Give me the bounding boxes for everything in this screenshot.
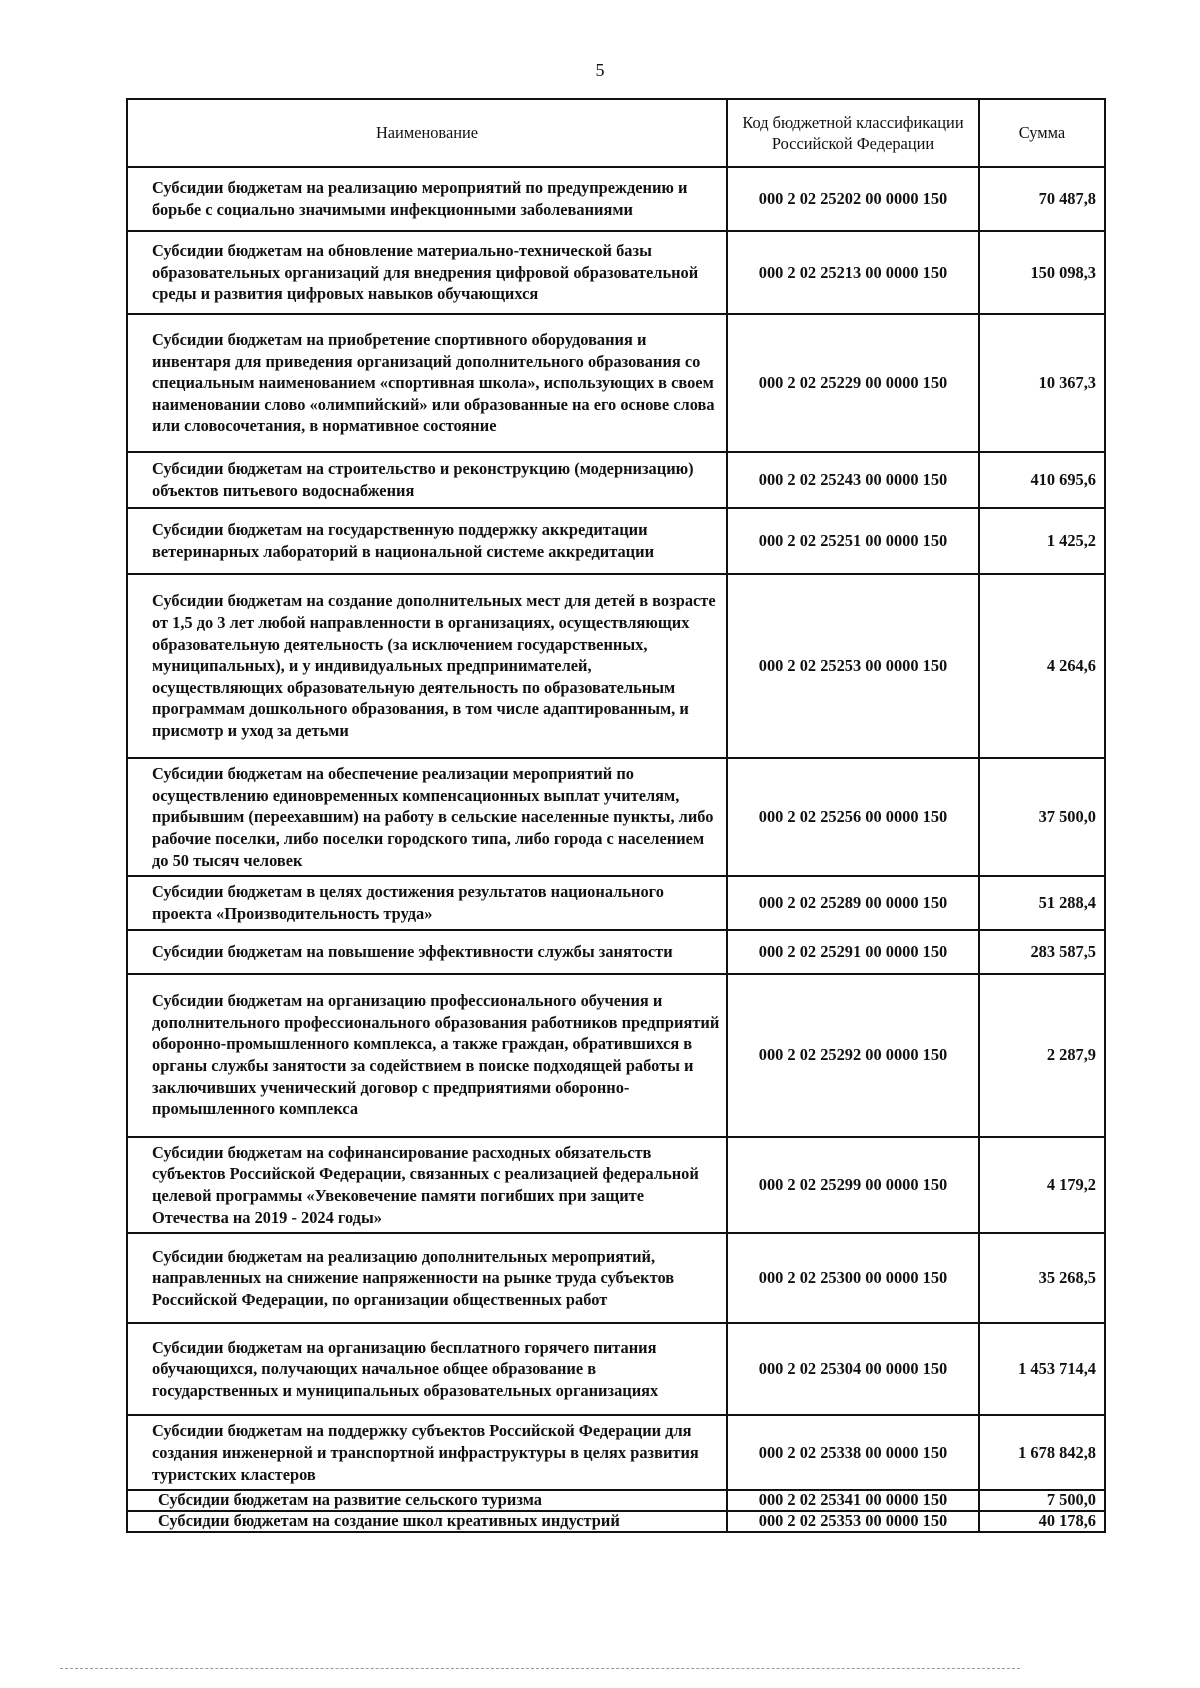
row-sum: 150 098,3 xyxy=(979,231,1105,314)
row-name: Субсидии бюджетам на реализацию мероприятий по предупреждению и борьбе с социально значимыми инфекционными заболеваниями xyxy=(127,167,727,231)
row-name: Субсидии бюджетам на поддержку субъектов Российской Федерации для создания инженерной и транспортной инфраструктуры в целях развития туристских кластеров xyxy=(127,1415,727,1490)
row-sum: 1 453 714,4 xyxy=(979,1323,1105,1415)
table-row xyxy=(127,314,1105,452)
row-name: Субсидии бюджетам на приобретение спортивного оборудования и инвентаря для приведения организаций дополнительного образования со специальным наименованием «спортивная школа», использующих в своем наименовании слово «олимпийский» или образованные на его основе слова или словосочетания, в нормативное состояние xyxy=(127,314,727,452)
row-name: Субсидии бюджетам на реализацию дополнительных мероприятий, направленных на снижение напряженности на рынке труда субъектов Российской Федерации, по организации общественных работ xyxy=(127,1233,727,1323)
row-sum: 4 179,2 xyxy=(979,1137,1105,1234)
row-sum: 10 367,3 xyxy=(979,314,1105,452)
page-number: 5 xyxy=(595,60,605,80)
row-sum: 2 287,9 xyxy=(979,974,1105,1137)
table-header xyxy=(127,99,1105,167)
header-name: Наименование xyxy=(127,99,727,167)
row-sum: 7 500,0 xyxy=(979,1490,1105,1511)
row-sum: 1 678 842,8 xyxy=(979,1415,1105,1490)
row-sum: 1 425,2 xyxy=(979,508,1105,574)
row-name: Субсидии бюджетам на государственную поддержку аккредитации ветеринарных лабораторий в национальной системе аккредитации xyxy=(127,508,727,574)
row-name: Субсидии бюджетам на обновление материально-технической базы образовательных организаций для внедрения цифровой образовательной среды и развития цифровых навыков обучающихся xyxy=(127,231,727,314)
row-code: 000 2 02 25299 00 0000 150 xyxy=(727,1137,979,1234)
row-name: Субсидии бюджетам на строительство и реконструкцию (модернизацию) объектов питьевого водоснабжения xyxy=(127,452,727,508)
table-row xyxy=(127,876,1105,929)
row-name: Субсидии бюджетам на создание дополнительных мест для детей в возрасте от 1,5 до 3 лет любой направленности в организациях, осуществляющих образовательную деятельность (за исключением государственных, муниципальных), и у индивидуальных предпринимателей, осуществляющих образовательную деятельность по образовательным программам дошкольного образования, в том числе адаптированным, и присмотр и уход за детьми xyxy=(127,574,727,758)
table-row xyxy=(127,930,1105,974)
row-code: 000 2 02 25213 00 0000 150 xyxy=(727,231,979,314)
row-code: 000 2 02 25202 00 0000 150 xyxy=(727,167,979,231)
row-sum: 40 178,6 xyxy=(979,1511,1105,1532)
scan-edge-line xyxy=(60,1668,1020,1670)
row-code: 000 2 02 25300 00 0000 150 xyxy=(727,1233,979,1323)
row-code: 000 2 02 25243 00 0000 150 xyxy=(727,452,979,508)
row-sum: 51 288,4 xyxy=(979,876,1105,929)
row-name: Субсидии бюджетам на софинансирование расходных обязательств субъектов Российской Федерации, связанных с реализацией федеральной целевой программы «Увековечение памяти погибших при защите Отечества на 2019 - 2024 годы» xyxy=(127,1137,727,1234)
header-code: Код бюджетной классификации Российской Федерации xyxy=(727,99,979,167)
row-code: 000 2 02 25253 00 0000 150 xyxy=(727,574,979,758)
row-sum: 70 487,8 xyxy=(979,167,1105,231)
table-row xyxy=(127,231,1105,314)
table-row xyxy=(127,974,1105,1137)
table-row xyxy=(127,574,1105,758)
row-code: 000 2 02 25251 00 0000 150 xyxy=(727,508,979,574)
row-sum: 35 268,5 xyxy=(979,1233,1105,1323)
row-code: 000 2 02 25229 00 0000 150 xyxy=(727,314,979,452)
row-code: 000 2 02 25353 00 0000 150 xyxy=(727,1511,979,1532)
table-row xyxy=(127,452,1105,508)
row-code: 000 2 02 25292 00 0000 150 xyxy=(727,974,979,1137)
row-name: Субсидии бюджетам на обеспечение реализации мероприятий по осуществлению единовременных компенсационных выплат учителям, прибывшим (переехавшим) на работу в сельские населенные пункты, либо рабочие поселки, либо поселки городского типа, либо города с населением до 50 тысяч человек xyxy=(127,758,727,876)
table-row xyxy=(127,1323,1105,1415)
table-row xyxy=(127,1137,1105,1234)
row-code: 000 2 02 25256 00 0000 150 xyxy=(727,758,979,876)
budget-table xyxy=(126,98,1106,1533)
row-name: Субсидии бюджетам на развитие сельского туризма xyxy=(127,1490,727,1511)
row-code: 000 2 02 25291 00 0000 150 xyxy=(727,930,979,974)
table-row xyxy=(127,1415,1105,1490)
row-name: Субсидии бюджетам на повышение эффективности службы занятости xyxy=(127,930,727,974)
row-name: Субсидии бюджетам на создание школ креативных индустрий xyxy=(127,1511,727,1532)
row-code: 000 2 02 25341 00 0000 150 xyxy=(727,1490,979,1511)
row-code: 000 2 02 25338 00 0000 150 xyxy=(727,1415,979,1490)
row-sum: 283 587,5 xyxy=(979,930,1105,974)
row-sum: 4 264,6 xyxy=(979,574,1105,758)
table-row xyxy=(127,1511,1105,1532)
table-row xyxy=(127,508,1105,574)
table-row xyxy=(127,1490,1105,1511)
table-row xyxy=(127,758,1105,876)
row-name: Субсидии бюджетам на организацию бесплатного горячего питания обучающихся, получающих начальное общее образование в государственных и муниципальных образовательных организациях xyxy=(127,1323,727,1415)
row-sum: 37 500,0 xyxy=(979,758,1105,876)
row-code: 000 2 02 25304 00 0000 150 xyxy=(727,1323,979,1415)
header-row xyxy=(127,99,1105,167)
header-sum: Сумма xyxy=(979,99,1105,167)
row-sum: 410 695,6 xyxy=(979,452,1105,508)
table-row xyxy=(127,167,1105,231)
row-name: Субсидии бюджетам на организацию профессионального обучения и дополнительного профессионального образования работников предприятий оборонно-промышленного комплекса, а также граждан, обратившихся в органы службы занятости за содействием в поиске подходящей работы и заключивших ученический договор с предприятиями оборонно-промышленного комплекса xyxy=(127,974,727,1137)
row-code: 000 2 02 25289 00 0000 150 xyxy=(727,876,979,929)
table-row xyxy=(127,1233,1105,1323)
row-name: Субсидии бюджетам в целях достижения результатов национального проекта «Производительность труда» xyxy=(127,876,727,929)
